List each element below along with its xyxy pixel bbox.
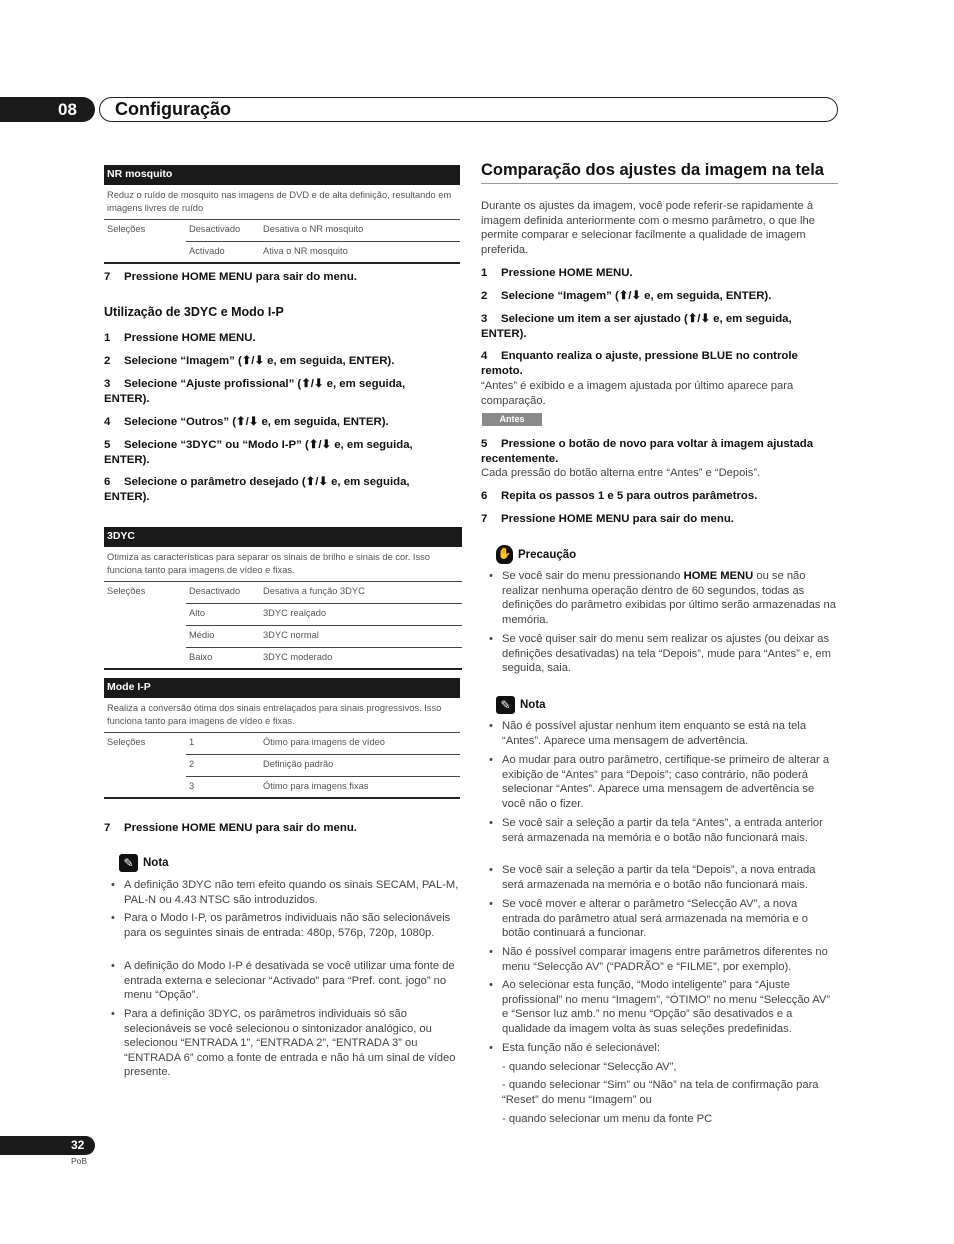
bullet-icon: • bbox=[111, 912, 115, 924]
note-sub-item: - quando selecionar “Selecção AV”, bbox=[502, 1061, 677, 1073]
table-option: 2 bbox=[189, 759, 195, 769]
step-text: Pressione HOME MENU. bbox=[501, 267, 633, 279]
table-bottom bbox=[104, 262, 460, 264]
note-pencil-icon: ✎ bbox=[119, 854, 138, 872]
table-option: Desactivado bbox=[189, 224, 241, 234]
note-text: Ao mudar para outro parâmetro, certifique-se primeiro de alterar a exibição de “Antes” para “Depois”; caso contrário, não poderá selecionar “Antes”. Aparece uma mensagem de advertência se você não o fizer. bbox=[502, 754, 830, 810]
step-number: 7 bbox=[104, 822, 111, 834]
bullet-icon: • bbox=[489, 720, 493, 732]
ip-table-label: Seleções bbox=[107, 737, 146, 747]
table-value: Desativa a função 3DYC bbox=[263, 586, 365, 596]
table-bottom bbox=[104, 668, 462, 670]
note-item bbox=[489, 978, 838, 1036]
step-number: 7 bbox=[481, 513, 488, 525]
note-item bbox=[489, 719, 838, 748]
step-7 bbox=[104, 270, 460, 285]
note-item bbox=[489, 897, 838, 941]
step-1 bbox=[481, 266, 838, 281]
note-sub-item: - quando selecionar “Sim” ou “Não” na tela de confirmação para “Reset” do menu “Imagem” ou bbox=[502, 1079, 819, 1106]
table-option: 3 bbox=[189, 781, 195, 791]
note-item bbox=[111, 878, 460, 907]
table-divider bbox=[186, 647, 462, 648]
note-text: Ao selecionar esta função, “Modo inteligente” para “Ajuste profissional” no menu “Imagem”, “ÓTIMO” no menu “Selecção AV” e “Sensor luz amb.” no menu “Opção” são desativados e a qualidade da imagem volta às suas seleções predefinidas. bbox=[502, 979, 831, 1035]
bullet-icon: • bbox=[489, 633, 493, 645]
step-text: Pressione HOME MENU para sair do menu. bbox=[501, 513, 734, 525]
ip-table-desc: Realiza a conversão ótima dos sinais entrelaçados para sinais progressivos. Isso funciona tanto para imagens de vídeo e fixas. bbox=[107, 703, 442, 726]
table-bottom bbox=[104, 797, 460, 799]
step-4 bbox=[481, 349, 831, 378]
step-text: Pressione HOME MENU para sair do menu. bbox=[124, 822, 357, 834]
note-text: A definição 3DYC não tem efeito quando os sinais SECAM, PAL-M, PAL-N ou 4.43 NTSC são introduzidos. bbox=[124, 879, 459, 906]
step-text: Selecione “Ajuste profissional” (⬆/⬇ e, em seguida, ENTER). bbox=[104, 378, 406, 405]
table-value: 3DYC realçado bbox=[263, 608, 327, 618]
bullet-icon: • bbox=[489, 864, 493, 876]
nr-table-head: NR mosquito bbox=[104, 165, 460, 185]
step-3 bbox=[104, 377, 449, 406]
step-4-desc: “Antes” é exibido e a imagem ajustada por último aparece para comparação. bbox=[481, 380, 794, 407]
table-divider bbox=[104, 219, 460, 220]
caution-bold-text: HOME MENU bbox=[683, 570, 754, 582]
table-divider bbox=[104, 581, 462, 582]
bullet-icon: • bbox=[111, 960, 115, 972]
step-text: Pressione HOME MENU. bbox=[124, 332, 256, 344]
step-number: 1 bbox=[104, 332, 111, 344]
step-number: 2 bbox=[104, 355, 111, 367]
note-text: Não é possível comparar imagens entre parâmetros diferentes no menu “Selecção AV” (“PADRÃO” e “FILME”, por exemplo). bbox=[502, 946, 828, 973]
note-text: A definição do Modo I-P é desativada se você utilizar uma fonte de entrada externa e selecionar “Activado” para “Pref. cont. jogo” no menu “Opção”. bbox=[124, 960, 455, 1002]
chapter-tab bbox=[0, 97, 95, 122]
step-text: Selecione “Imagem” (⬆/⬇ e, em seguida, ENTER). bbox=[124, 355, 395, 367]
dyc-table-head: 3DYC bbox=[104, 527, 462, 547]
step-number: 5 bbox=[481, 438, 488, 450]
note-text: Não é possível ajustar nenhum item enquanto se está na tela “Antes”. Aparece uma mensagem de advertência. bbox=[502, 720, 807, 747]
page-title: Configuração bbox=[115, 99, 232, 119]
note-text: Se você sair a seleção a partir da tela “Depois”, a nova entrada será armazenada na memória e o botão não funcionará mais. bbox=[502, 864, 816, 891]
step-number: 4 bbox=[481, 350, 488, 362]
step-6 bbox=[481, 489, 838, 504]
intro-text: Durante os ajustes da imagem, você pode referir-se rapidamente à imagem definida anteriormente com o mesmo parâmetro, o que lhe permite comparar e selecionar facilmente a qualidade de imagem preferida. bbox=[481, 200, 815, 256]
note-item bbox=[489, 863, 838, 892]
table-option: Desactivado bbox=[189, 586, 241, 596]
step-number: 3 bbox=[481, 313, 488, 325]
note-item bbox=[489, 1041, 838, 1056]
dyc-table-label: Seleções bbox=[107, 586, 146, 596]
step-2 bbox=[481, 289, 838, 304]
step-6 bbox=[104, 475, 449, 504]
note-label: Nota bbox=[143, 857, 169, 869]
note-item bbox=[489, 753, 838, 811]
step-7 bbox=[104, 821, 460, 836]
section-heading: Comparação dos ajustes da imagem na tela bbox=[481, 161, 824, 179]
note-sub-item: - quando selecionar um menu da fonte PC bbox=[502, 1113, 713, 1125]
caution-text: Se você sair do menu pressionando bbox=[502, 570, 684, 582]
step-text: Pressione HOME MENU para sair do menu. bbox=[124, 271, 357, 283]
note-item bbox=[111, 1007, 460, 1080]
dyc-table-desc: Otimiza as características para separar os sinais de brilho e sinais de cor. Isso funciona tanto para imagens de vídeo e fixas. bbox=[107, 552, 430, 575]
bullet-icon: • bbox=[489, 570, 493, 582]
step-number: 7 bbox=[104, 271, 111, 283]
table-divider bbox=[186, 625, 462, 626]
table-divider bbox=[186, 603, 462, 604]
step-number: 3 bbox=[104, 378, 111, 390]
page-number: 32 bbox=[71, 1138, 85, 1152]
step-text: Repita os passos 1 e 5 para outros parâmetros. bbox=[501, 490, 758, 502]
note-text: Se você mover e alterar o parâmetro “Selecção AV”, a nova entrada do parâmetro atual será armazenada na memória e o botão continuará a funcionar. bbox=[502, 898, 808, 940]
note-label: Nota bbox=[520, 699, 546, 711]
note-item bbox=[489, 945, 838, 974]
bullet-icon: • bbox=[111, 879, 115, 891]
caution-text: Se você quiser sair do menu sem realizar os ajustes (ou deixar as definições desativadas) na tela “Depois”, mude para “Antes” e, em seguida, saia. bbox=[502, 633, 831, 675]
note-pencil-icon: ✎ bbox=[496, 696, 515, 714]
table-value: Ativa o NR mosquito bbox=[263, 246, 348, 256]
step-number: 4 bbox=[104, 416, 111, 428]
caution-label: Precaução bbox=[518, 549, 577, 561]
subheading: Utilização de 3DYC e Modo I-P bbox=[104, 305, 284, 319]
ip-table-head: Mode I-P bbox=[104, 678, 460, 698]
bullet-icon: • bbox=[489, 817, 493, 829]
caution-hand-icon: ✋ bbox=[496, 545, 513, 564]
step-text: Selecione “Imagem” (⬆/⬇ e, em seguida, ENTER). bbox=[501, 290, 772, 302]
page-number-tab bbox=[0, 1136, 95, 1155]
table-value: 3DYC moderado bbox=[263, 652, 333, 662]
step-text: Selecione o parâmetro desejado (⬆/⬇ e, em seguida, ENTER). bbox=[104, 476, 410, 503]
table-option: 1 bbox=[189, 737, 195, 747]
table-divider bbox=[186, 776, 460, 777]
step-3 bbox=[481, 312, 826, 341]
caution-text: ou se não realizar nenhuma operação dentro de 60 segundos, todas as definições do parâmetro exibidas por último serão armazenadas na memória. bbox=[502, 570, 836, 626]
table-option: Baixo bbox=[189, 652, 213, 662]
step-1 bbox=[104, 331, 460, 346]
note-text: Esta função não é selecionável: bbox=[502, 1042, 660, 1054]
step-text: Selecione “3DYC” ou “Modo I-P” (⬆/⬇ e, em seguida, ENTER). bbox=[104, 439, 413, 466]
step-number: 2 bbox=[481, 290, 488, 302]
table-value: 3DYC normal bbox=[263, 630, 319, 640]
nr-table-label: Seleções bbox=[107, 224, 146, 234]
language-code: PoB bbox=[71, 1156, 88, 1166]
table-divider bbox=[104, 732, 460, 733]
step-text: Selecione um item a ser ajustado (⬆/⬇ e, em seguida, ENTER). bbox=[481, 313, 792, 340]
step-7 bbox=[481, 512, 838, 527]
table-value: Desativa o NR mosquito bbox=[263, 224, 364, 234]
nr-table-desc: Reduz o ruído de mosquito nas imagens de DVD e de alta definição, resultando em imagens livres de ruído bbox=[107, 190, 452, 213]
caution-item bbox=[489, 569, 838, 627]
step-4 bbox=[104, 415, 460, 430]
step-text: Selecione “Outros” (⬆/⬇ e, em seguida, ENTER). bbox=[124, 416, 389, 428]
step-number: 5 bbox=[104, 439, 111, 451]
bullet-icon: • bbox=[489, 979, 493, 991]
step-5 bbox=[481, 437, 838, 466]
table-option: Médio bbox=[189, 630, 215, 640]
caution-item bbox=[489, 632, 838, 676]
table-divider bbox=[186, 754, 460, 755]
antes-label: Antes bbox=[482, 413, 542, 426]
step-text: Pressione o botão de novo para voltar à imagem ajustada recentemente. bbox=[481, 438, 814, 465]
bullet-icon: • bbox=[489, 946, 493, 958]
step-number: 1 bbox=[481, 267, 488, 279]
note-item bbox=[489, 816, 838, 845]
step-5 bbox=[104, 438, 449, 467]
note-text: Para o Modo I-P, os parâmetros individuais não são selecionáveis para os seguintes sinais de entrada: 480p, 576p, 720p, 1080p. bbox=[124, 912, 451, 939]
note-item bbox=[111, 911, 460, 940]
note-text: Para a definição 3DYC, os parâmetros individuais só são selecionáveis se você selecionou o sintonizador analógico, ou selecionou “ENTRADA 1”, “ENTRADA 2”, “ENTRADA 3” ou “ENTRADA 6” como a fonte de entrada e não há um sinal de vídeo presente. bbox=[124, 1008, 456, 1079]
heading-rule bbox=[481, 183, 838, 184]
table-value: Ótimo para imagens de vídeo bbox=[263, 737, 385, 747]
table-option: Alto bbox=[189, 608, 206, 618]
chapter-number: 08 bbox=[58, 100, 77, 119]
step-number: 6 bbox=[104, 476, 111, 488]
table-value: Ótimo para imagens fixas bbox=[263, 781, 369, 791]
bullet-icon: • bbox=[489, 754, 493, 766]
bullet-icon: • bbox=[489, 1042, 493, 1054]
bullet-icon: • bbox=[489, 898, 493, 910]
step-5-desc: Cada pressão do botão alterna entre “Antes” e “Depois”. bbox=[481, 467, 761, 479]
step-text: Enquanto realiza o ajuste, pressione BLUE no controle remoto. bbox=[481, 350, 798, 377]
bullet-icon: • bbox=[111, 1008, 115, 1020]
table-divider bbox=[186, 241, 460, 242]
table-option: Activado bbox=[189, 246, 225, 256]
note-item bbox=[111, 959, 460, 1003]
step-2 bbox=[104, 354, 460, 369]
table-value: Definição padrão bbox=[263, 759, 334, 769]
note-text: Se você sair a seleção a partir da tela “Antes”, a entrada anterior será armazenada na memória e o botão não funcionará mais. bbox=[502, 817, 823, 844]
step-number: 6 bbox=[481, 490, 488, 502]
